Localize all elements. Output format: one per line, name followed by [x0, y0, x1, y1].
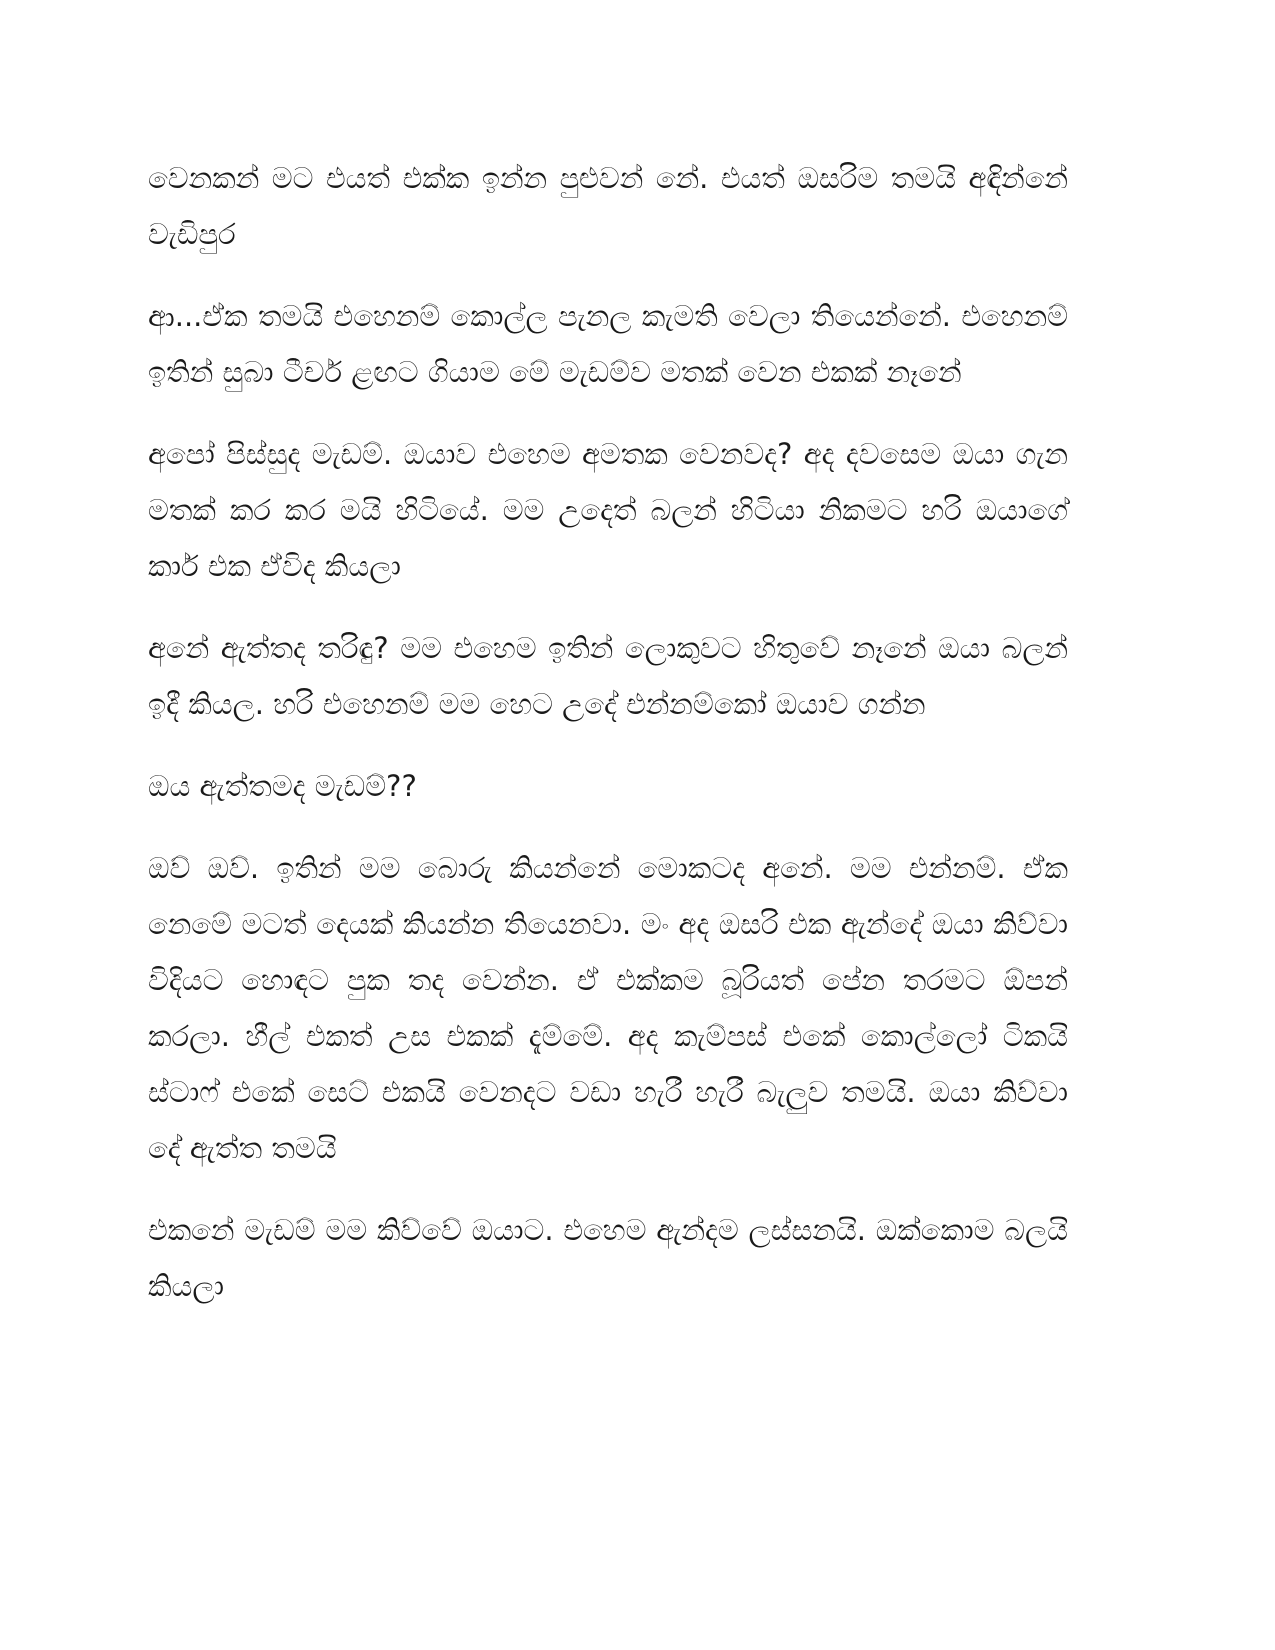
paragraph: ඔය ඇත්තමද මැඩම්?? [148, 769, 417, 803]
paragraph: එකනේ මැඩම් මම කිව්වේ ඔයාට. එහෙම ඇන්දම ලස්සනයි. ඔක්කොම බලයි කියලා [148, 1213, 1068, 1303]
story-text [148, 150, 1068, 1340]
paragraph: අනේ ඇත්තද තරිඳු? මම එහෙම ඉතින් ලොකුවට හිතුවේ නෑනේ ඔයා බලන් ඉදී කියල. හරි එහෙනම් මම හෙට උදේ එන්නම්කෝ ඔයාව ගන්න [148, 631, 1068, 721]
paragraph: ආ...ඒක තමයි එහෙනම් කොල්ල පැනල කැමති වෙලා තියෙන්නේ. එහෙනම් ඉතින් සුබා ටීචර් ළඟට ගියාම මේ මැඩම්ව මතක් වෙන එකක් නෑනේ [148, 299, 1068, 389]
paragraph: අපෝ පිස්සුද මැඩම්. ඔයාව එහෙම අමතක වෙනවද? අද දවසෙම ඔයා ගැන මතක් කර කර මයි හිටියේ. මම උදෙත් බලන් හිටියා නිකමට හරි ඔයාගේ කාර් එක ඒවිද කියලා [148, 437, 1068, 583]
paragraph: ඔව් ඔව්. ඉතින් මම බොරු කියන්නේ මොකටද අනේ. මම එන්නම්. ඒක නෙමේ මටත් දෙයක් කියන්න තියෙනවා. මං අද ඔසරි එක ඇන්දේ ඔයා කිව්වා විදියට හොඳට පුක තද වෙන්න. ඒ එක්කම බූරියත් පේන තරමට ඕපන් කරලා. හීල් එකත් උස එකක් දැම්මේ. අද කැම්පස් එකේ කොල්ලෝ ටිකයි ස්ටාෆ් එකේ සෙට් එකයි වෙනදට වඩා හැරී හැරී බැලුව තමයි. ඔයා කිව්වා දේ ඇත්ත තමයි [148, 851, 1068, 1165]
paragraph: වෙනකන් මට එයත් එක්ක ඉන්න පුළුවන් නේ. එයත් ඔසරිම තමයි අඳින්නේ වැඩිපුර [148, 161, 1068, 251]
